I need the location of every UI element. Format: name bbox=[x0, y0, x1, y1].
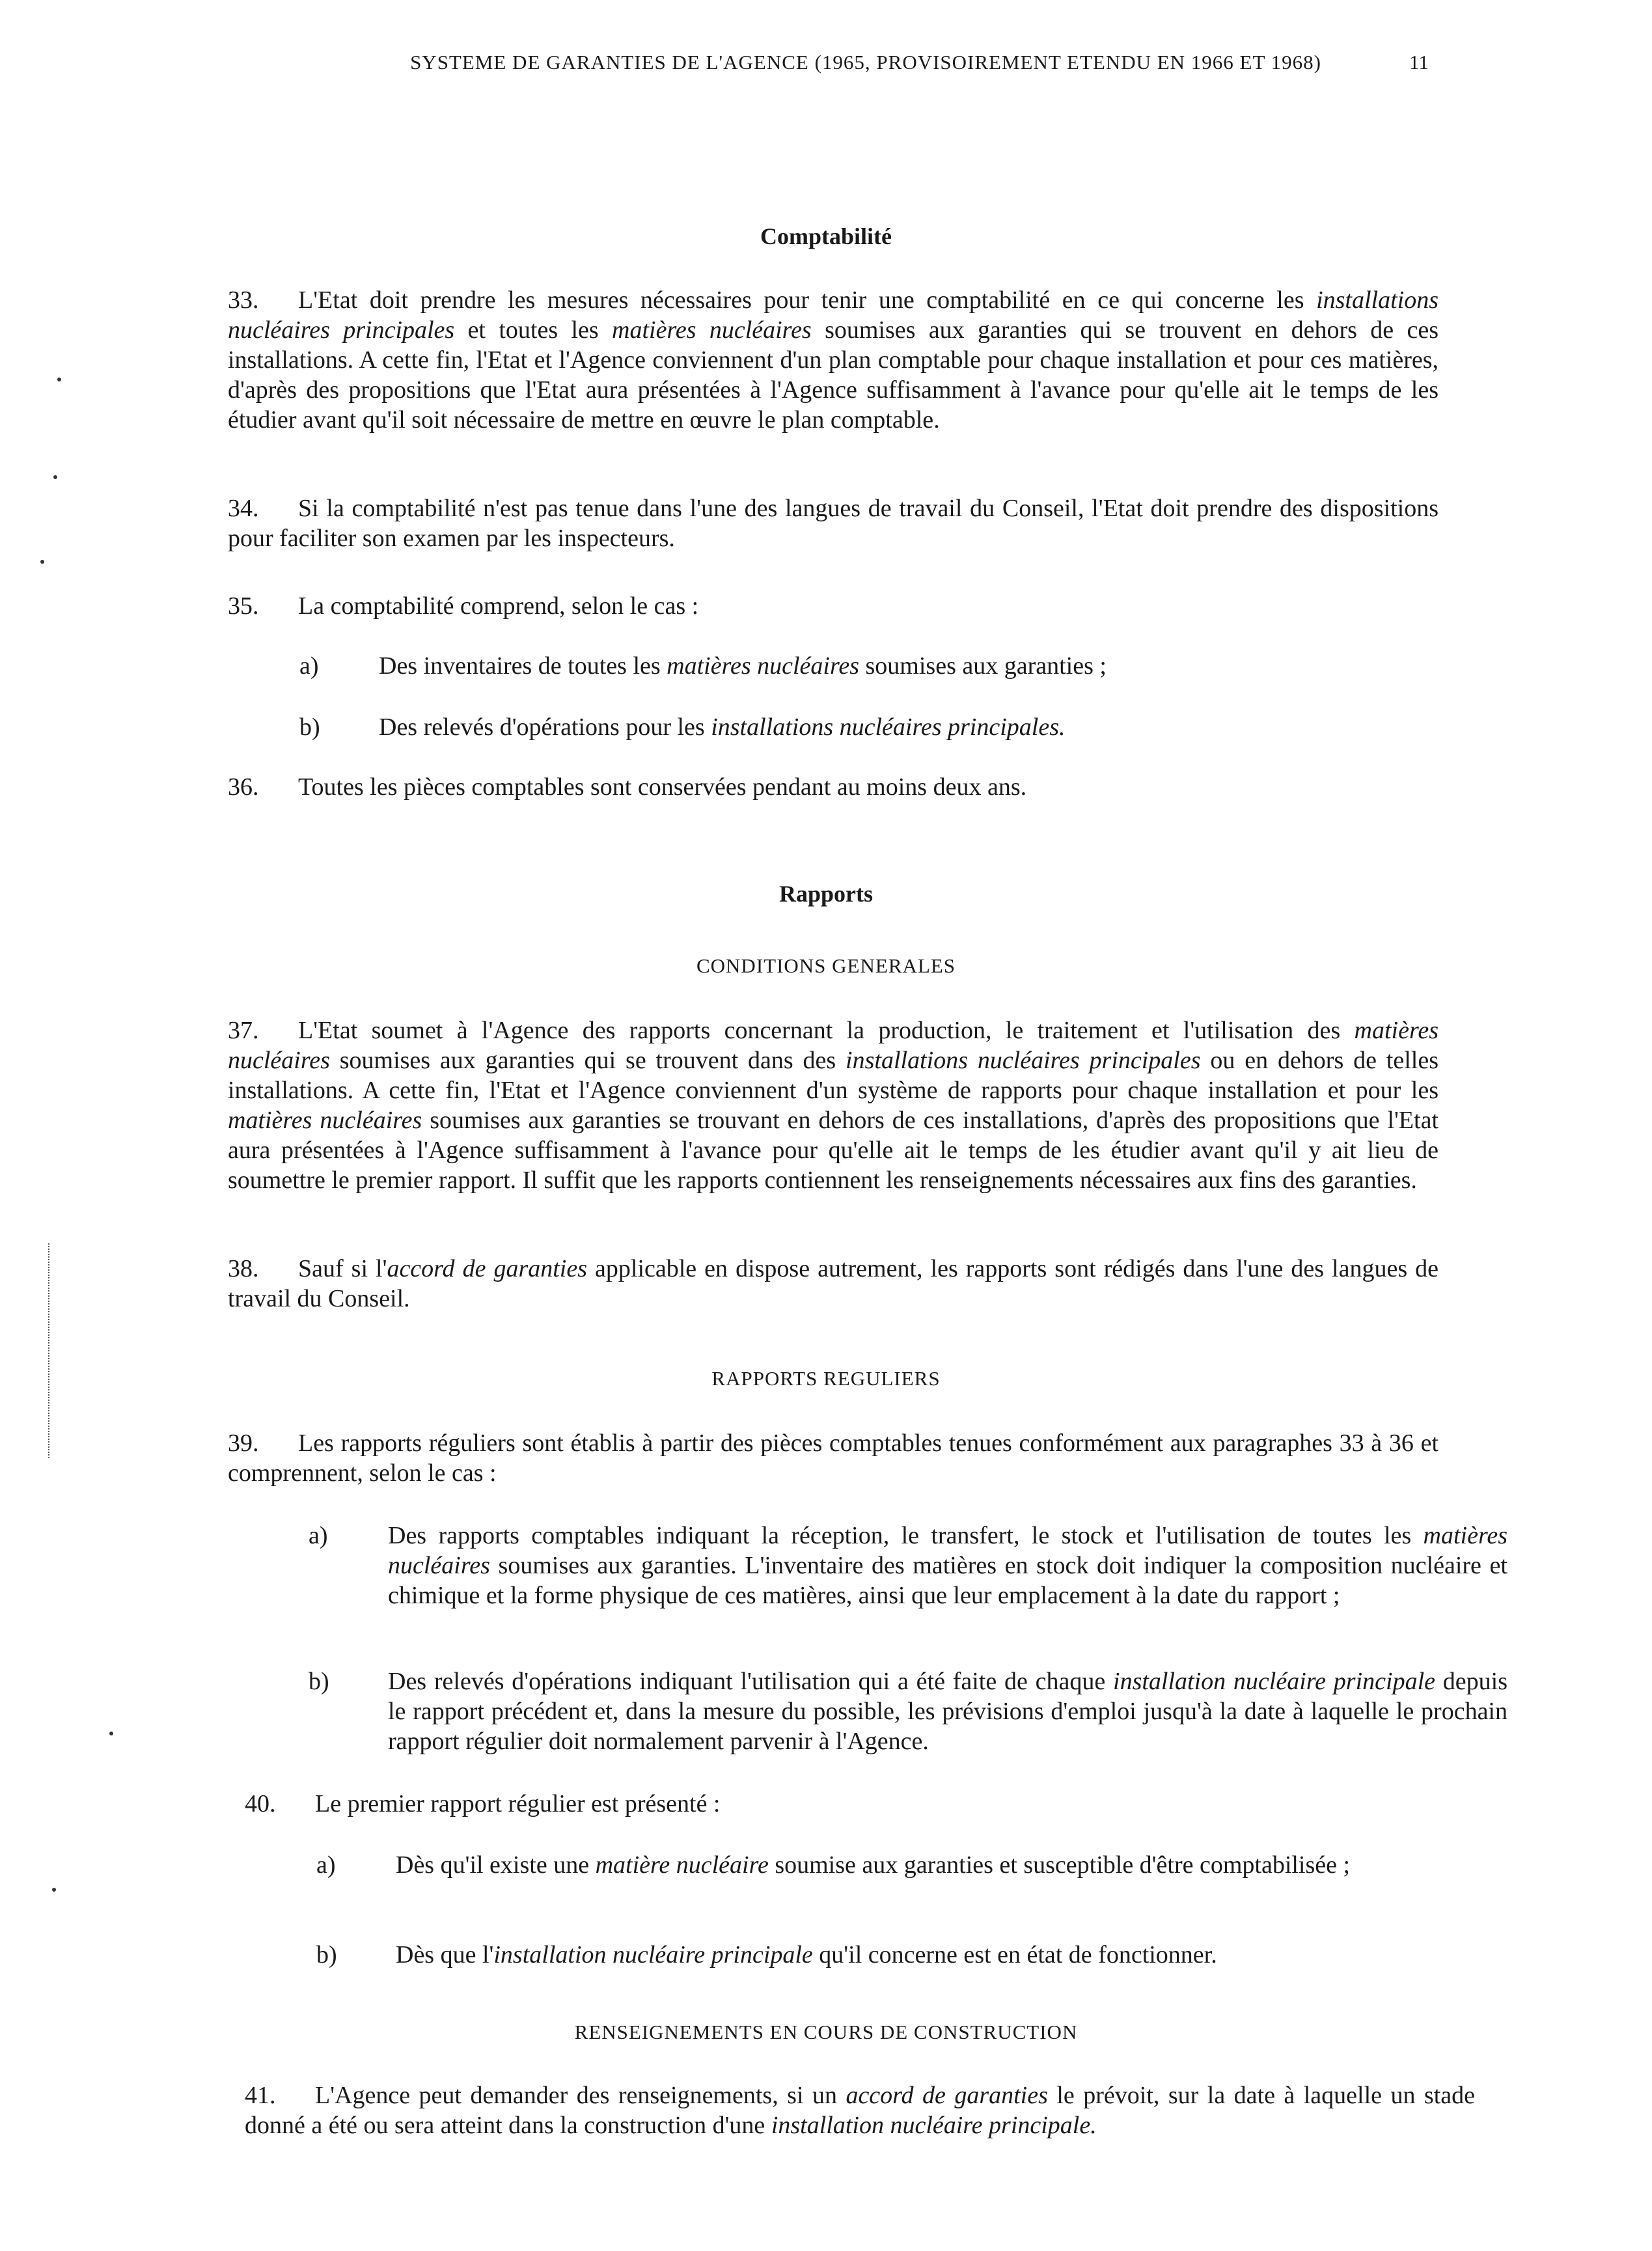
defined-term: matières nucléaires bbox=[667, 652, 860, 680]
scan-speck bbox=[53, 475, 57, 479]
scan-speck bbox=[109, 1732, 113, 1735]
paragraph-text: L'Agence peut demander des renseignements, si un bbox=[315, 2082, 846, 2109]
list-letter: b) bbox=[309, 1668, 329, 1695]
paragraph-36 bbox=[228, 772, 1439, 802]
list-letter: b) bbox=[299, 713, 320, 741]
item-text: soumises aux garanties ; bbox=[859, 652, 1107, 680]
paragraph-text: soumises aux garanties se trouvant en dehors de ces installations, d'après des propositions que l'Etat aura présentées à l'Agence suffisamment à l'avance pour qu'elle ait le temps de les étudier avant qu'il y ait lieu de soumettre le premier rapport. Il suffit que les rapports contiennent les renseignements nécessaires aux fins des garanties. bbox=[228, 1107, 1439, 1194]
defined-term: accord de garanties bbox=[846, 2082, 1048, 2109]
list-letter: a) bbox=[299, 652, 319, 680]
list-item-35b bbox=[299, 712, 1498, 742]
paragraph-40 bbox=[245, 1789, 1455, 1819]
item-text: Dès qu'il existe une bbox=[396, 1851, 596, 1879]
item-text: Des inventaires de toutes les bbox=[379, 652, 667, 680]
paragraph-34 bbox=[228, 493, 1439, 553]
paragraph-text: Toutes les pièces comptables sont conservées pendant au moins deux ans. bbox=[298, 773, 1027, 801]
defined-term: installation nucléaire principale. bbox=[771, 2112, 1097, 2139]
paragraph-number: 37. bbox=[228, 1017, 259, 1044]
paragraph-number: 34. bbox=[228, 495, 259, 522]
scan-speck bbox=[57, 378, 61, 381]
defined-term: matières nucléaires bbox=[228, 1107, 422, 1134]
defined-term: matières nucléaires bbox=[388, 1522, 1507, 1579]
subsection-title-reguliers: RAPPORTS REGULIERS bbox=[711, 1367, 941, 1390]
item-text: qu'il concerne est en état de fonctionner. bbox=[812, 1941, 1217, 1968]
list-item-35a bbox=[299, 651, 1498, 681]
item-text: Des relevés d'opérations indiquant l'utilisation qui a été faite de chaque bbox=[388, 1668, 1114, 1695]
paragraph-number: 41. bbox=[245, 2082, 276, 2109]
scan-margin-line bbox=[48, 1243, 51, 1458]
paragraph-text: Si la comptabilité n'est pas tenue dans l'une des langues de travail du Conseil, l'Etat doit prendre des dispositions pour faciliter son examen par les inspecteurs. bbox=[228, 495, 1439, 552]
defined-term: matières nucléaires bbox=[228, 1017, 1439, 1074]
subsection-title-conditions: CONDITIONS GENERALES bbox=[696, 954, 956, 977]
paragraph-text: Les rapports réguliers sont établis à partir des pièces comptables tenues conformément aux paragraphes 33 à 36 et comprennent, selon le cas : bbox=[228, 1429, 1439, 1487]
section-title-rapports: Rapports bbox=[778, 881, 874, 907]
paragraph-35 bbox=[228, 591, 1439, 621]
paragraph-text: le prévoit, sur la date à laquelle un stade donné a été ou sera atteint dans la construction d'une bbox=[245, 2082, 1475, 2139]
paragraph-number: 38. bbox=[228, 1255, 259, 1282]
item-text: soumises aux garanties. L'inventaire des matières en stock doit indiquer la composition nucléaire et chimique et la forme physique de ces matières, ainsi que leur emplacement à la date du rapport ; bbox=[388, 1552, 1507, 1609]
paragraph-text: L'Etat soumet à l'Agence des rapports concernant la production, le traitement et l'utilisation des bbox=[298, 1017, 1355, 1044]
paragraph-text: L'Etat doit prendre les mesures nécessaires pour tenir une comptabilité en ce qui concerne les bbox=[298, 286, 1317, 314]
paragraph-38 bbox=[228, 1254, 1439, 1314]
section-title-comptabilite: Comptabilité bbox=[760, 223, 892, 249]
scan-speck bbox=[52, 1888, 56, 1892]
defined-term: installations nucléaires principales bbox=[846, 1047, 1201, 1074]
defined-term: installation nucléaire principale bbox=[493, 1941, 813, 1968]
list-letter: b) bbox=[316, 1941, 337, 1968]
paragraph-text: Le premier rapport régulier est présenté : bbox=[315, 1790, 721, 1817]
paragraph-text: soumises aux garanties qui se trouvent en dehors de ces installations. A cette fin, l'Etat et l'Agence conviennent d'un plan comptable pour chaque installation et pour ces matières, d'après des propositions que l'Etat aura présentées à l'Agence suffisamment à l'avance pour qu'elle ait le temps de les étudier avant qu'il soit nécessaire de mettre en œuvre le plan comptable. bbox=[228, 316, 1439, 434]
item-text: Des relevés d'opérations pour les bbox=[379, 713, 711, 741]
defined-term: installations nucléaires principales. bbox=[711, 713, 1066, 741]
scan-speck bbox=[40, 560, 44, 564]
list-item-40a bbox=[316, 1850, 1515, 1880]
paragraph-number: 33. bbox=[228, 286, 259, 314]
defined-term: accord de garanties bbox=[387, 1255, 588, 1282]
list-item-40b bbox=[316, 1940, 1515, 1970]
item-text: depuis le rapport précédent et, dans la mesure du possible, les prévisions d'emploi jusqu'à la date à laquelle le prochain rapport régulier doit normalement parvenir à l'Agence. bbox=[388, 1668, 1507, 1755]
paragraph-text: applicable en dispose autrement, les rapports sont rédigés dans l'une des langues de travail du Conseil. bbox=[228, 1255, 1439, 1312]
defined-term: installations nucléaires principales bbox=[228, 286, 1439, 344]
paragraph-37 bbox=[228, 1015, 1439, 1195]
list-letter: a) bbox=[316, 1851, 336, 1879]
item-text: Des rapports comptables indiquant la réception, le transfert, le stock et l'utilisation de toutes les bbox=[388, 1522, 1424, 1549]
paragraph-41 bbox=[245, 2080, 1475, 2140]
paragraph-number: 40. bbox=[245, 1790, 276, 1817]
paragraph-number: 35. bbox=[228, 592, 259, 620]
paragraph-39 bbox=[228, 1428, 1439, 1488]
paragraph-text: et toutes les bbox=[454, 316, 613, 344]
item-text: Dès que l' bbox=[396, 1941, 494, 1968]
paragraph-text: soumises aux garanties qui se trouvent dans des bbox=[329, 1047, 846, 1074]
item-text: soumise aux garanties et susceptible d'être comptabilisée ; bbox=[768, 1851, 1351, 1879]
subsection-title-construction: RENSEIGNEMENTS EN COURS DE CONSTRUCTION bbox=[574, 2021, 1078, 2043]
paragraph-text: La comptabilité comprend, selon le cas : bbox=[298, 592, 699, 620]
list-letter: a) bbox=[309, 1522, 328, 1549]
paragraph-text: ou en dehors de telles installations. A cette fin, l'Etat et l'Agence conviennent d'un système de rapports pour chaque installation et pour les bbox=[228, 1047, 1439, 1104]
paragraph-number: 36. bbox=[228, 773, 259, 801]
paragraph-number: 39. bbox=[228, 1429, 259, 1457]
page-number: 11 bbox=[1409, 51, 1429, 74]
list-item-39a bbox=[309, 1521, 1507, 1610]
defined-term: installation nucléaire principale bbox=[1113, 1668, 1435, 1695]
running-header: SYSTEME DE GARANTIES DE L'AGENCE (1965, PROVISOIREMENT ETENDU EN 1966 ET 1968) bbox=[410, 51, 1321, 74]
defined-term: matière nucléaire bbox=[595, 1851, 769, 1879]
paragraph-text: Sauf si l' bbox=[298, 1255, 387, 1282]
paragraph-33 bbox=[228, 285, 1439, 435]
defined-term: matières nucléaires bbox=[612, 316, 812, 344]
list-item-39b bbox=[309, 1666, 1507, 1756]
